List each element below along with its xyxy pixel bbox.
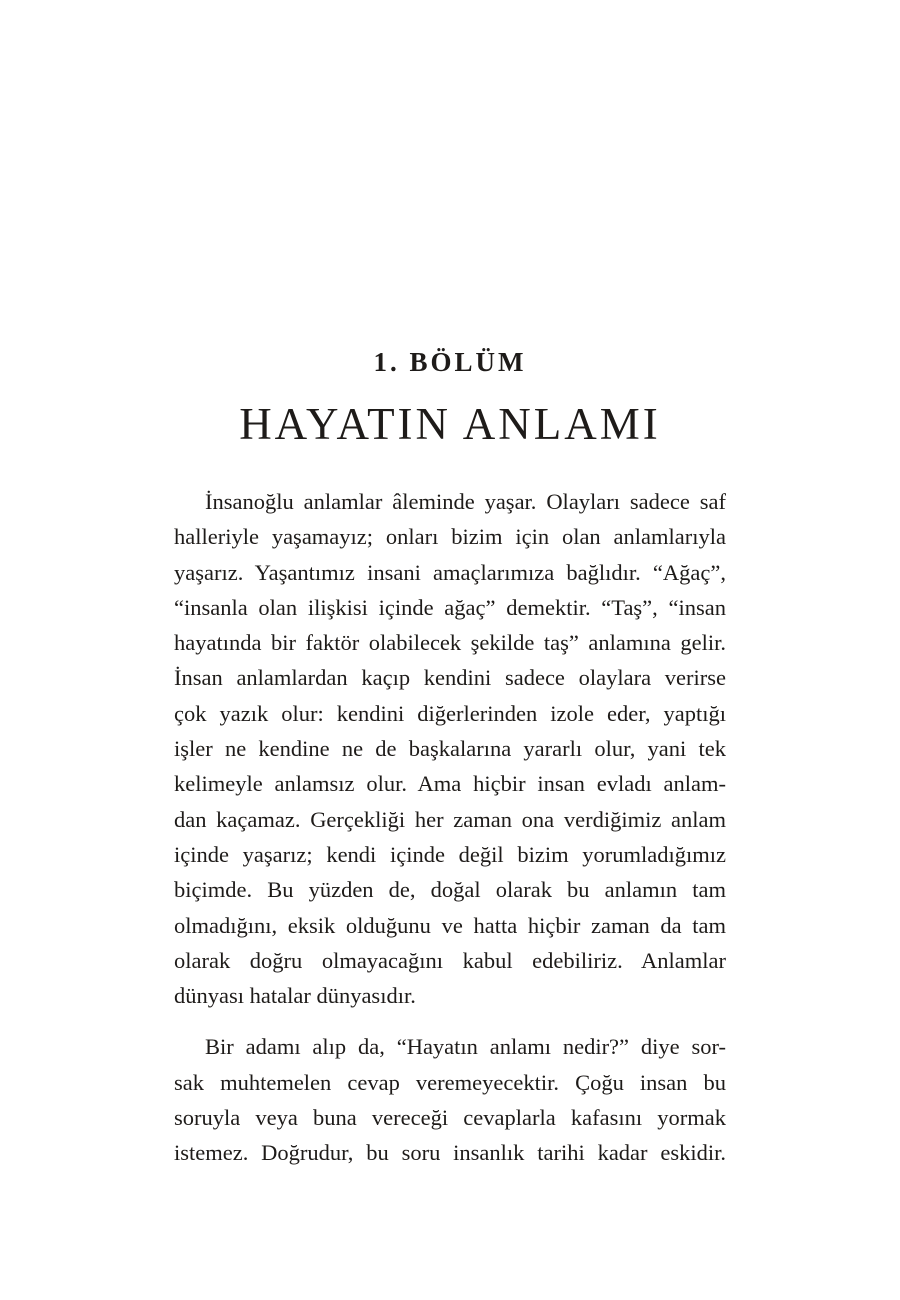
text-line: hayatında bir faktör olabilecek şekilde taş” anlamına gelir. (174, 630, 726, 656)
text-line: biçimde. Bu yüzden de, doğal olarak bu anlamın tam (174, 877, 726, 903)
text-line: işler ne kendine ne de başkalarına yararlı olur, yani tek (174, 736, 726, 762)
text-line: İnsan anlamlardan kaçıp kendini sadece olaylara verirse (174, 665, 726, 691)
chapter-number: 1. BÖLÜM (373, 347, 527, 377)
text-line: halleriyle yaşamayız; onları bizim için olan anlamlarıyla (174, 524, 726, 550)
text-line: “insanla olan ilişkisi içinde ağaç” demektir. “Taş”, “insan (174, 594, 726, 620)
text-line: soruyla veya buna vereceği cevaplarla kafasını yormak (174, 1105, 726, 1131)
text-line: çok yazık olur: kendini diğerlerinden izole eder, yaptığı (174, 700, 726, 726)
text-line: olmadığını, eksik olduğunu ve hatta hiçbir zaman da tam (174, 912, 726, 938)
text-line: dünyası hatalar dünyasıdır. (174, 983, 416, 1009)
chapter-title: HAYATIN ANLAMI (239, 399, 661, 449)
chapter-body (174, 484, 726, 1171)
text-line: olarak doğru olmayacağını kabul edebiliriz. Anlamlar (174, 947, 726, 973)
paragraph-2 (174, 1029, 726, 1170)
text-line: İnsanoğlu anlamlar âleminde yaşar. Olayları sadece saf (205, 489, 726, 514)
text-line: kelimeyle anlamsız olur. Ama hiçbir insan evladı anlam- (174, 771, 726, 797)
paragraph-1 (174, 484, 726, 1013)
text-line: içinde yaşarız; kendi içinde değil bizim yorumladığımız (174, 841, 726, 867)
text-line: sak muhtemelen cevap veremeyecektir. Çoğu insan bu (174, 1069, 726, 1095)
text-line: dan kaçamaz. Gerçekliği her zaman ona verdiğimiz anlam (174, 806, 726, 832)
text-line: istemez. Doğrudur, bu soru insanlık tarihi kadar eskidir. (174, 1140, 726, 1166)
text-line: Bir adamı alıp da, “Hayatın anlamı nedir?” diye sor- (205, 1034, 726, 1060)
text-line: yaşarız. Yaşantımız insani amaçlarımıza bağlıdır. “Ağaç”, (174, 559, 726, 585)
